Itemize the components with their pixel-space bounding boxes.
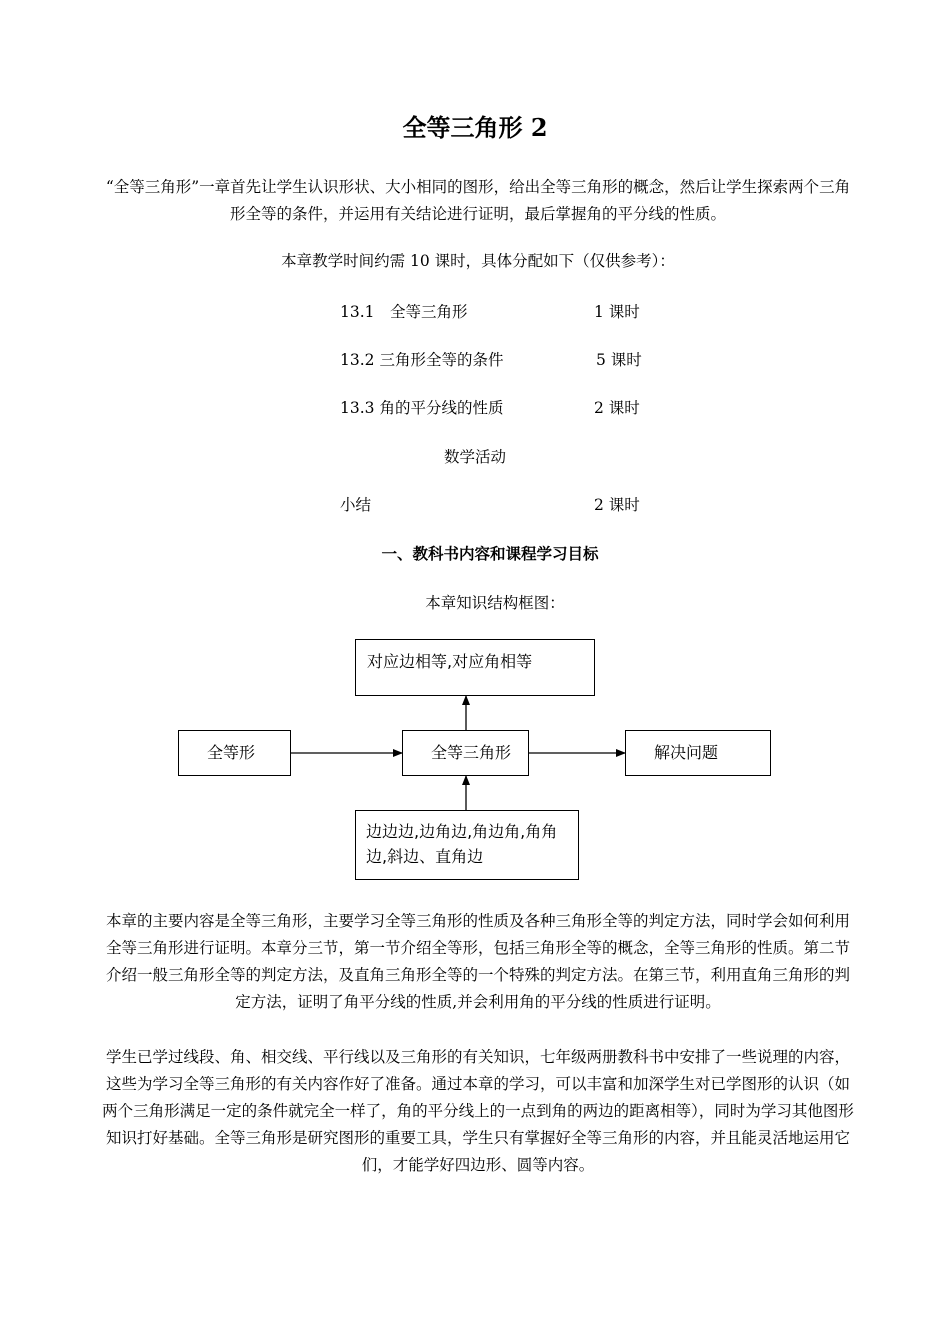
box-congruent-triangles-text: 全等三角形 <box>431 743 512 762</box>
section-heading: 一、教科书内容和课程学习目标 <box>381 545 599 563</box>
schedule-label: 13.1 全等三角形 <box>340 303 468 321</box>
box-properties <box>355 639 595 696</box>
schedule-label: 13.3 角的平分线的性质 <box>340 399 504 417</box>
schedule-note: 本章教学时间约需 10 课时，具体分配如下（仅供参考）： <box>281 252 675 270</box>
schedule-label: 13.2 三角形全等的条件 <box>340 351 504 369</box>
box-congruent-figures <box>178 730 291 776</box>
schedule-hours: 1 课时 <box>594 303 640 321</box>
box-properties-text: 对应边相等,对应角相等 <box>367 652 533 671</box>
schedule-hours: 5 课时 <box>596 351 642 369</box>
schedule-label: 小结 <box>340 496 372 514</box>
schedule-hours: 2 课时 <box>594 399 640 417</box>
schedule-hours: 2 课时 <box>594 496 640 514</box>
box-congruent-triangles <box>402 730 529 776</box>
box-criteria-line2: 边,斜边、直角边 <box>366 847 484 866</box>
page-title: 全等三角形 2 <box>402 113 548 142</box>
box-congruent-figures-text: 全等形 <box>207 743 256 762</box>
box-solve-problems-text: 解决问题 <box>654 743 719 762</box>
schedule-activity: 数学活动 <box>443 448 506 466</box>
diagram-caption: 本章知识结构框图： <box>425 594 565 612</box>
intro-paragraph: “全等三角形”一章首先让学生认识形状、大小相同的图形，给出全等三角形的概念，然后让学生探索两个三角形全等的条件，并运用有关结论进行证明，最后掌握角的平分线的性质。 <box>105 178 851 223</box>
body-paragraph-2: 学生已学过线段、角、相交线、平行线以及三角形的有关知识，七年级两册教科书中安排了一些说理的内容，这些为学习全等三角形的有关内容作好了准备。通过本章的学习，可以丰富和加深学生对已学图形的认识（如两个三角形满足一定的条件就完全一样了，角的平分线上的一点到角的两边的距离相等），同时为学习其他图形知识打好基础。全等三角形是研究图形的重要工具，学生只有掌握好全等三角形的内容，并且能灵活地运用它们，才能学好四边形、圆等内容。 <box>102 1048 854 1174</box>
box-criteria <box>355 810 579 880</box>
box-solve-problems <box>625 730 771 776</box>
box-criteria-line1: 边边边,边角边,角边角,角角 <box>366 822 558 841</box>
body-paragraph-1: 本章的主要内容是全等三角形，主要学习全等三角形的性质及各种三角形全等的判定方法，同时学会如何利用全等三角形进行证明。本章分三节，第一节介绍全等形，包括三角形全等的概念，全等三角形的性质。第二节介绍一般三角形全等的判定方法，及直角三角形全等的一个特殊的判定方法。在第三节，利用直角三角形的判定方法，证明了角平分线的性质,并会利用角的平分线的性质进行证明。 <box>105 912 850 1011</box>
